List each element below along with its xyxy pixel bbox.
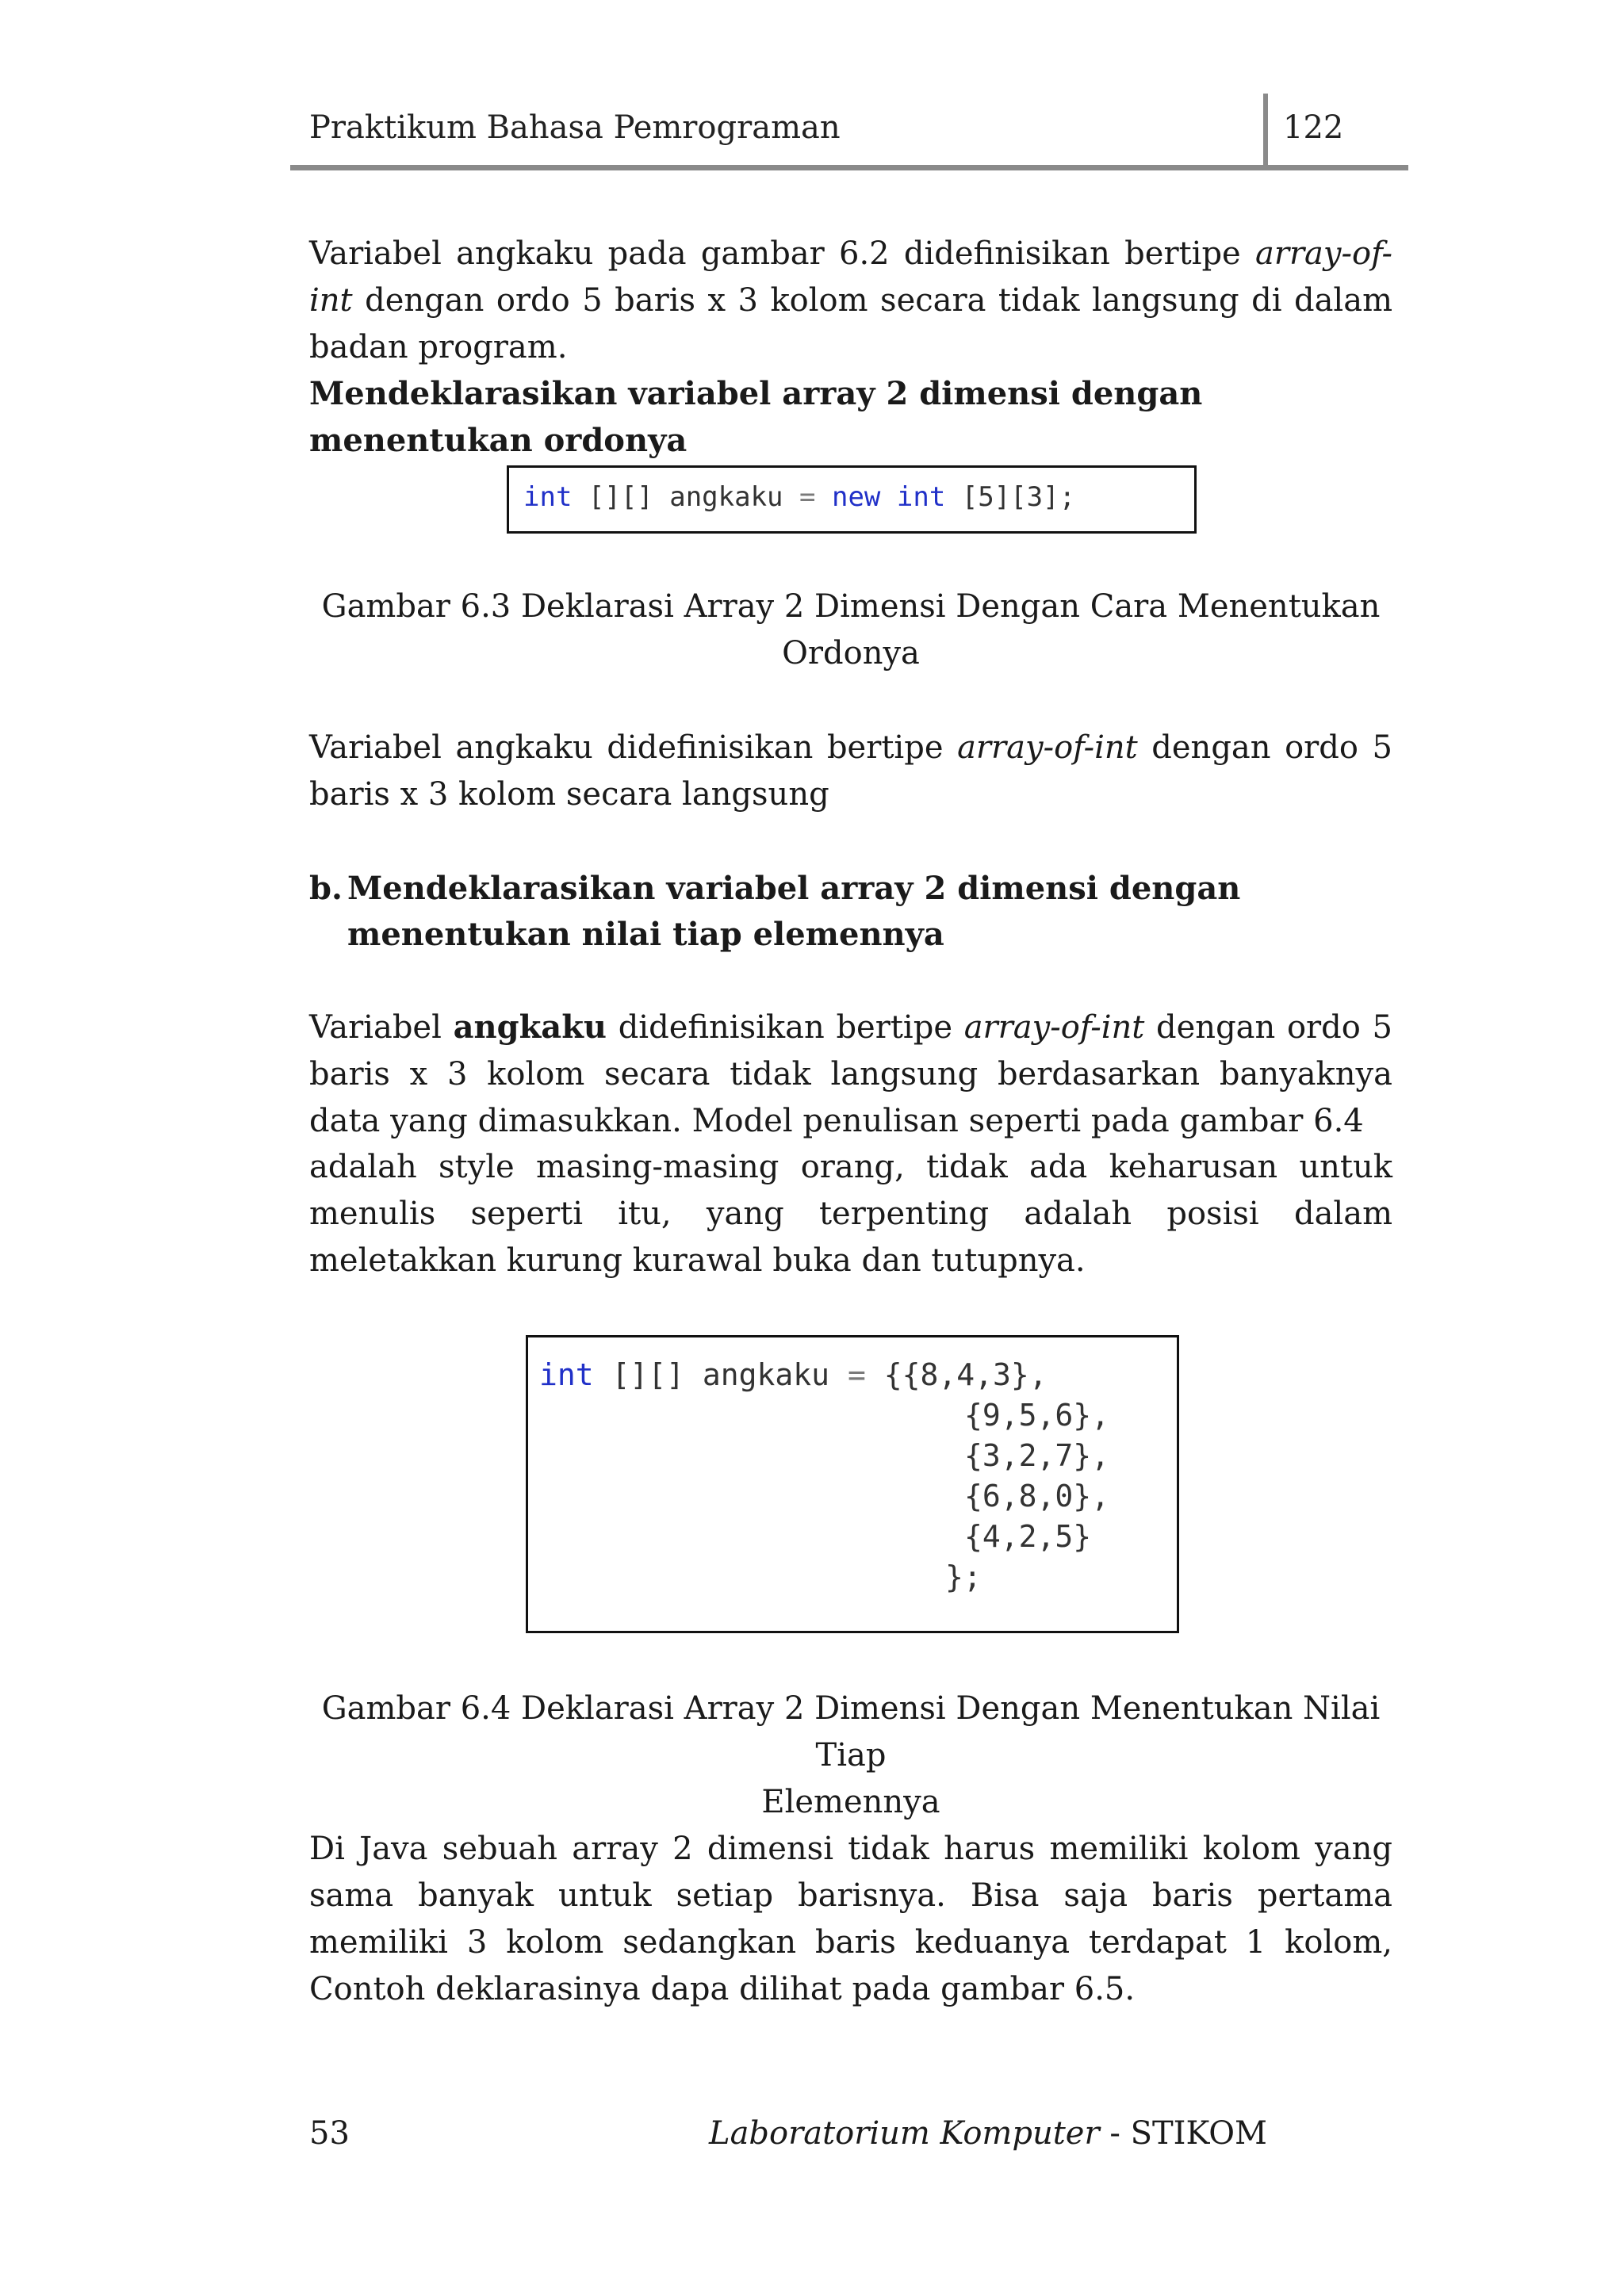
- paragraph-style: adalah style masing-masing orang, tidak ada keharusan untuk menulis seperti itu, yang terpenting adalah posisi dalam meletakkan kurung kurawal buka dan tutupnya.: [309, 1149, 1392, 1279]
- intro-text-1: Variabel angkaku pada gambar 6.2 didefinisikan bertipe: [309, 235, 1255, 272]
- paragraph-text: dengan ordo 5 baris x 3 kolom secara tidak langsung berdasarkan banyaknya data yang dimasukkan. Model penulisan seperti pada gambar 6.4: [309, 1009, 1393, 1139]
- code-operator: =: [847, 1357, 866, 1392]
- paragraph-text: didefinisikan bertipe: [607, 1009, 964, 1046]
- section-heading-ordo: Mendeklarasikan variabel array 2 dimensi dengan menentukan ordonya: [309, 375, 1203, 459]
- footer-lab: [709, 2115, 1267, 2152]
- caption-6-3: [309, 584, 1392, 677]
- caption-line: Ordonya: [782, 635, 920, 672]
- header-title: Praktikum Bahasa Pemrograman: [309, 109, 841, 146]
- code-line: {9,5,6},: [964, 1398, 1110, 1433]
- footer-institution: STIKOM: [1130, 2115, 1268, 2152]
- code-text: [5][3];: [945, 481, 1076, 513]
- intro-paragraph: [309, 231, 1392, 371]
- footer-page-number: 53: [309, 2115, 350, 2152]
- code-figure-6-3: [507, 465, 1197, 534]
- paragraph-type-name: array-of-int: [963, 1009, 1145, 1046]
- list-heading-text: Mendeklarasikan variabel array 2 dimensi dengan menentukan nilai tiap elemennya: [347, 870, 1241, 953]
- code-line: [539, 1355, 1177, 1395]
- code-text: [][] angkaku: [572, 481, 799, 513]
- code-line: [509, 468, 1194, 526]
- paragraph-text: Variabel: [309, 1009, 454, 1046]
- intro-type-name: array-of-int: [309, 235, 1392, 319]
- paragraph-values: [309, 1004, 1392, 1145]
- paragraph-jagged: Di Java sebuah array 2 dimensi tidak harus memiliki kolom yang sama banyak untuk setiap barisnya. Bisa saja baris pertama memiliki 3 kolom sedangkan baris keduanya terdapat 1 kolom, Contoh deklarasinya dapa dilihat pada gambar 6.5.: [309, 1831, 1392, 2007]
- footer-separator: -: [1099, 2115, 1131, 2152]
- header-page-number: 122: [1283, 109, 1344, 146]
- code-keyword: int: [896, 481, 946, 513]
- caption-line: Gambar 6.3 Deklarasi Array 2 Dimensi Dengan Cara Menentukan: [321, 588, 1381, 625]
- footer-lab-name: Laboratorium Komputer: [709, 2115, 1100, 2152]
- paragraph-text: dengan ordo 5 baris x 3 kolom secara langsung: [309, 729, 1392, 813]
- caption-6-4: [309, 1686, 1392, 1826]
- code-text: {{8,4,3},: [865, 1357, 1048, 1392]
- code-figure-6-4: [526, 1335, 1179, 1633]
- header-rule: [290, 165, 1408, 170]
- list-heading-b: [309, 866, 1392, 961]
- paragraph-direct: [309, 725, 1392, 818]
- paragraph-var-name: angkaku: [453, 1008, 607, 1046]
- list-marker: b.: [309, 870, 343, 907]
- caption-line: Gambar 6.4 Deklarasi Array 2 Dimensi Dengan Menentukan Nilai Tiap: [321, 1690, 1381, 1774]
- code-keyword: int: [523, 481, 573, 513]
- intro-text-2: dengan ordo 5 baris x 3 kolom secara tidak langsung di dalam badan program.: [309, 282, 1392, 365]
- code-keyword: new: [831, 481, 881, 513]
- code-operator: =: [799, 481, 816, 513]
- page-footer: [309, 2115, 1392, 2163]
- code-text: [][] angkaku: [593, 1357, 848, 1392]
- code-keyword: int: [539, 1357, 594, 1392]
- code-line: {4,2,5}: [964, 1519, 1092, 1554]
- caption-line: Elemennya: [761, 1784, 940, 1820]
- code-line: {6,8,0},: [964, 1479, 1110, 1513]
- page-header: [309, 94, 1411, 170]
- code-line: {3,2,7},: [964, 1438, 1110, 1473]
- header-vertical-divider: [1263, 94, 1268, 168]
- paragraph-text: Variabel angkaku didefinisikan bertipe: [309, 729, 958, 766]
- paragraph-type-name: array-of-int: [957, 729, 1138, 766]
- code-line: };: [945, 1559, 982, 1594]
